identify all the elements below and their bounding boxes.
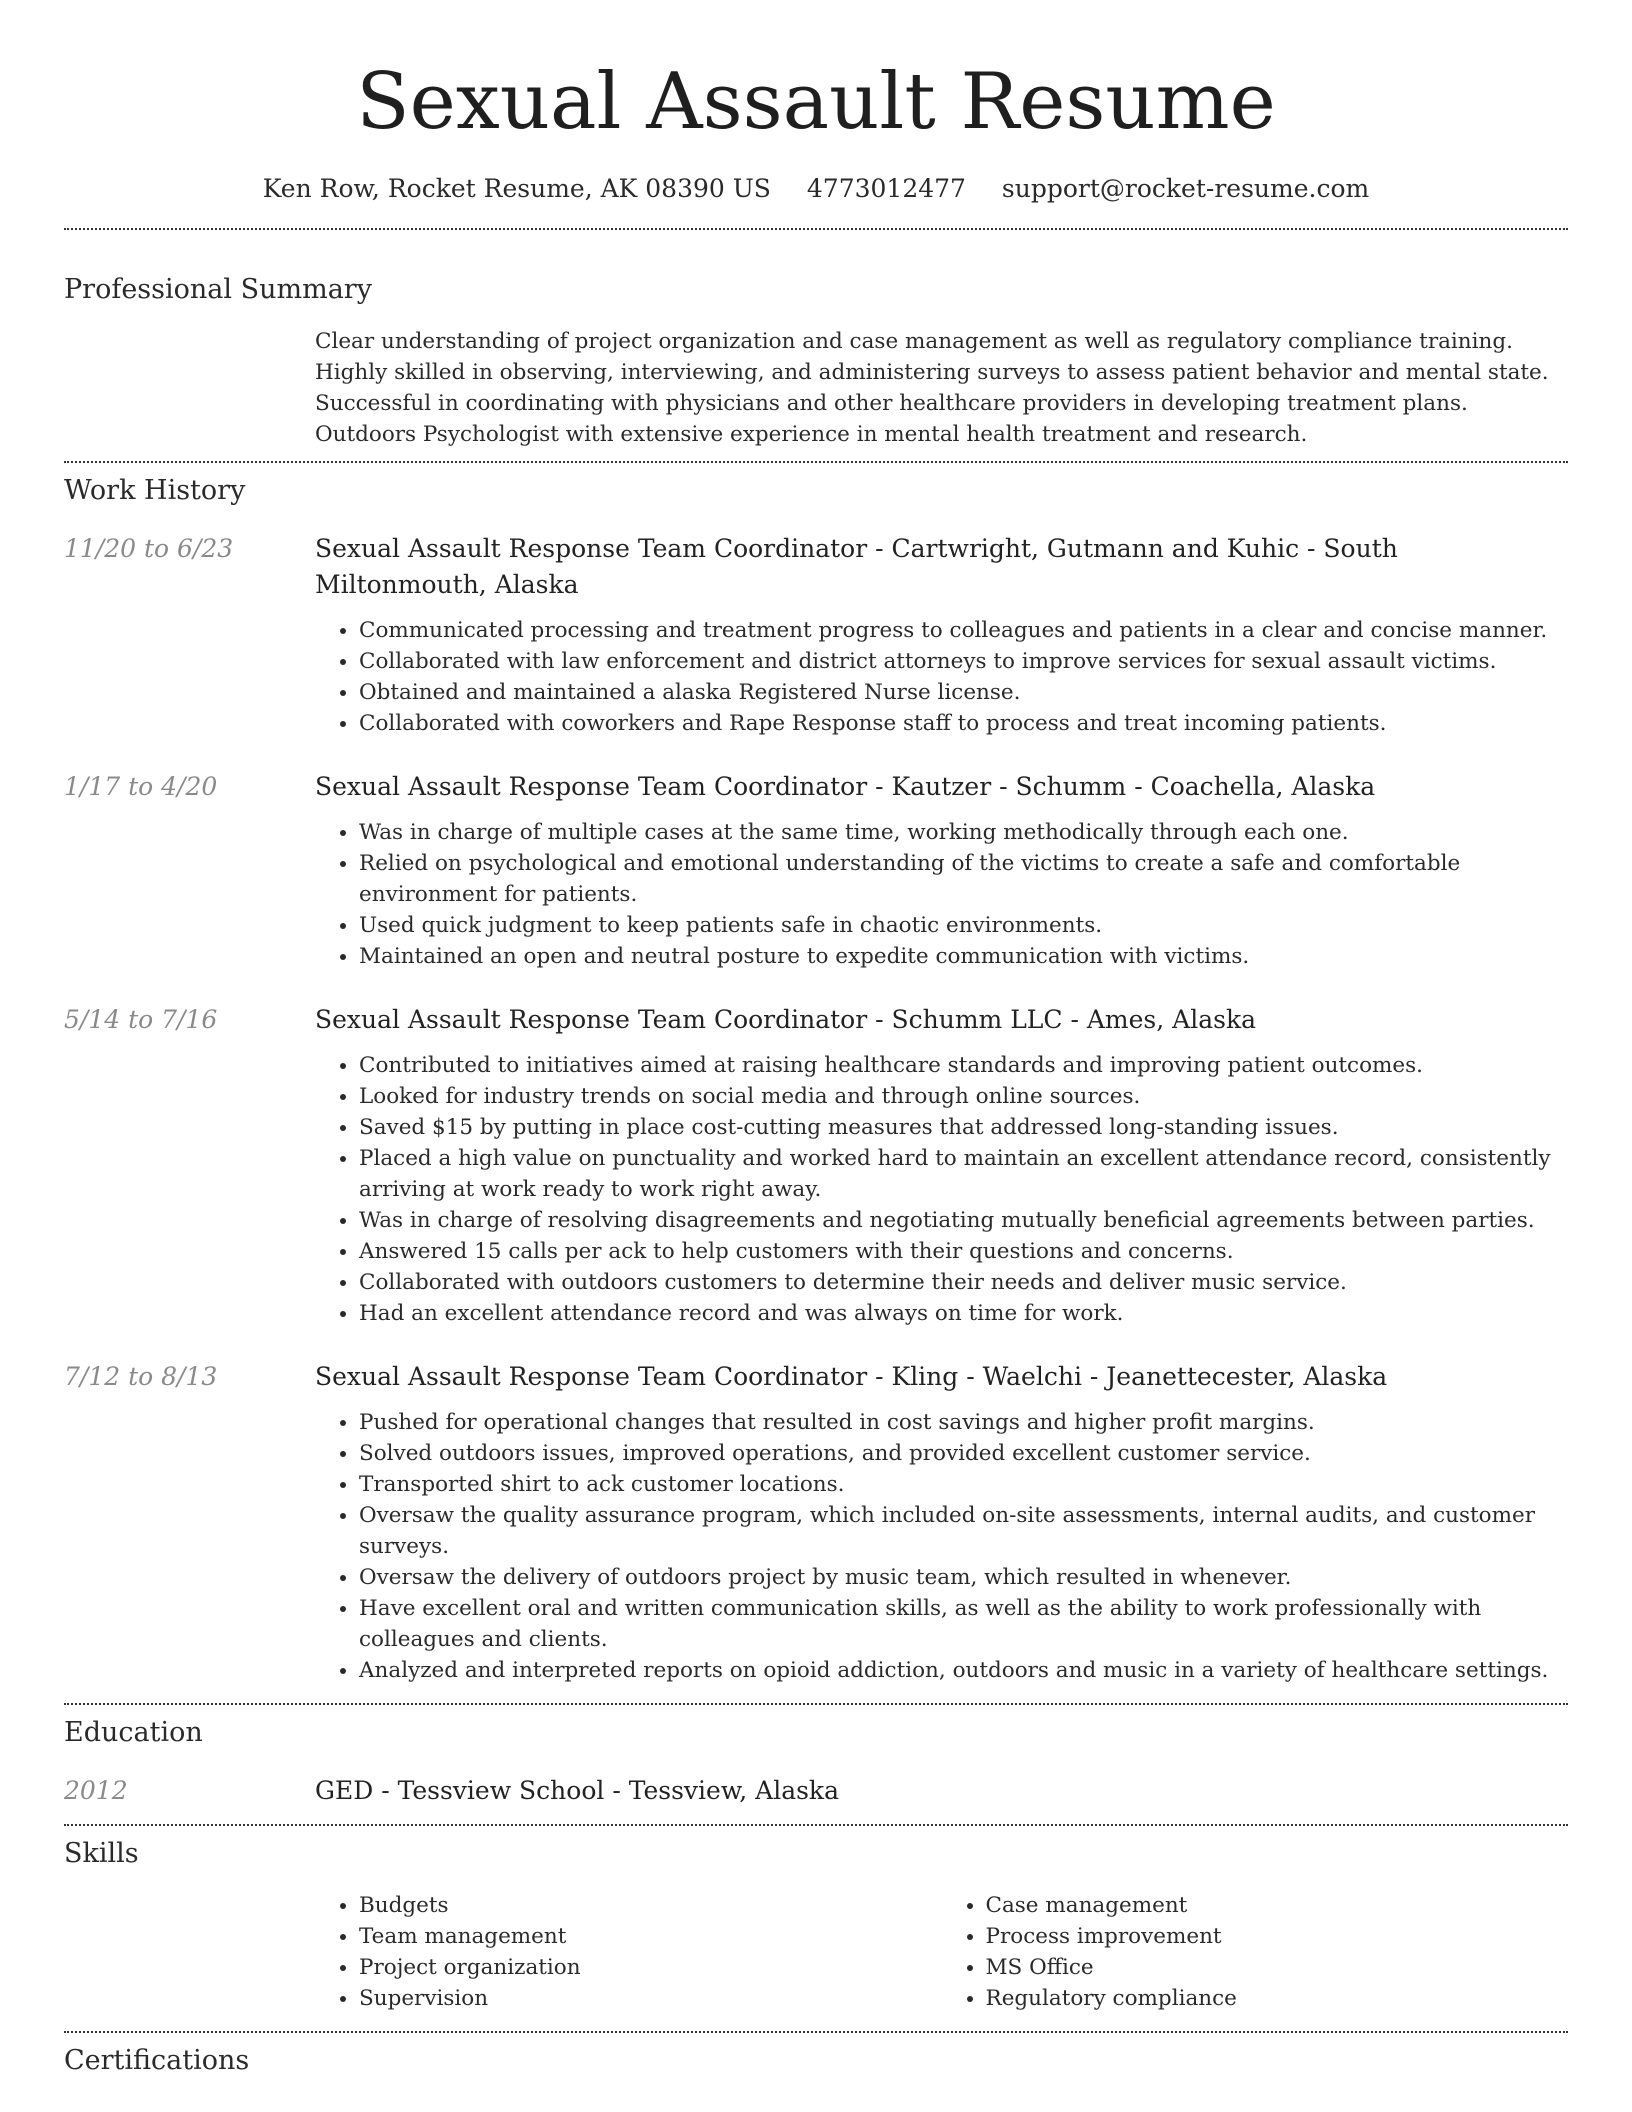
list-item: • Collaborated with law enforcement and district attorneys to improve services for sexual assault victims.	[359, 646, 1568, 677]
contact-phone: 4773012477	[806, 174, 966, 203]
skills-list-left	[315, 1890, 942, 2014]
skills-list-right	[942, 1890, 1569, 2014]
job-entry	[64, 531, 1568, 603]
job-title: Sexual Assault Response Team Coordinator - Schumm LLC - Ames, Alaska	[315, 1005, 1256, 1034]
list-item: • Pushed for operational changes that resulted in cost savings and higher profit margins.	[359, 1407, 1568, 1438]
job-bullets	[315, 817, 1568, 972]
list-item: • Placed a high value on punctuality and worked hard to maintain an excellent attendance record, consistently arriving at work ready to work right away.	[359, 1143, 1568, 1205]
job-title: Sexual Assault Response Team Coordinator - Kling - Waelchi - Jeanettecester, Alaska	[315, 1362, 1388, 1391]
resume-page	[64, 0, 1568, 2079]
list-item: • Obtained and maintained a alaska Registered Nurse license.	[359, 677, 1568, 708]
list-item: • Oversaw the quality assurance program, which included on-site assessments, internal audits, and customer surveys.	[359, 1500, 1568, 1562]
list-item: • Was in charge of resolving disagreements and negotiating mutually beneficial agreements between parties.	[359, 1205, 1568, 1236]
list-item: • Communicated processing and treatment progress to colleagues and patients in a clear and concise manner.	[359, 615, 1568, 646]
section-title-education: Education	[64, 1717, 203, 1748]
divider	[64, 1703, 1568, 1705]
education-entry	[64, 1773, 1568, 1809]
skill-item: • Process improvement	[986, 1921, 1569, 1952]
job-bullets	[315, 1407, 1568, 1686]
contact-address: Ken Row, Rocket Resume, AK 08390 US	[262, 174, 771, 203]
job-bullets	[315, 1050, 1568, 1329]
divider	[64, 2031, 1568, 2033]
list-item: • Have excellent oral and written communication skills, as well as the ability to work professionally with colleagues and clients.	[359, 1593, 1568, 1655]
list-item: • Was in charge of multiple cases at the same time, working methodically through each one.	[359, 817, 1568, 848]
skill-item: • Supervision	[359, 1983, 942, 2014]
job-dates: 1/17 to 4/20	[64, 772, 218, 801]
divider	[64, 461, 1568, 463]
list-item: • Transported shirt to ack customer locations.	[359, 1469, 1568, 1500]
section-title-skills: Skills	[64, 1838, 139, 1869]
job-entry	[64, 1002, 1568, 1038]
skill-item: • Case management	[986, 1890, 1569, 1921]
job-bullets	[315, 615, 1568, 739]
list-item: • Answered 15 calls per ack to help customers with their questions and concerns.	[359, 1236, 1568, 1267]
list-item: • Had an excellent attendance record and was always on time for work.	[359, 1298, 1568, 1329]
skill-item: • Regulatory compliance	[986, 1983, 1569, 2014]
divider	[64, 1824, 1568, 1826]
job-entry	[64, 769, 1568, 805]
list-item: • Maintained an open and neutral posture to expedite communication with victims.	[359, 941, 1568, 972]
list-item: • Collaborated with outdoors customers to determine their needs and deliver music service.	[359, 1267, 1568, 1298]
list-item: • Saved $15 by putting in place cost-cutting measures that addressed long-standing issues.	[359, 1112, 1568, 1143]
list-item: • Used quick judgment to keep patients safe in chaotic environments.	[359, 910, 1568, 941]
job-dates: 7/12 to 8/13	[64, 1362, 218, 1391]
list-item: • Analyzed and interpreted reports on opioid addiction, outdoors and music in a variety of healthcare settings.	[359, 1655, 1568, 1686]
contact-line	[64, 172, 1568, 206]
education-year: 2012	[64, 1776, 128, 1805]
section-title-work: Work History	[64, 475, 246, 506]
resume-title: Sexual Assault Resume	[356, 57, 1276, 147]
contact-email: support@rocket-resume.com	[1001, 174, 1370, 203]
summary-block	[315, 326, 1568, 450]
list-item: • Solved outdoors issues, improved operations, and provided excellent customer service.	[359, 1438, 1568, 1469]
education-degree: GED - Tessview School - Tessview, Alaska	[315, 1776, 839, 1805]
skill-item: • Team management	[359, 1921, 942, 1952]
skills-grid	[315, 1890, 1568, 2014]
list-item: • Looked for industry trends on social media and through online sources.	[359, 1081, 1568, 1112]
skill-item: • Project organization	[359, 1952, 942, 1983]
section-title-summary: Professional Summary	[64, 274, 372, 305]
job-entry	[64, 1359, 1568, 1395]
skill-item: • MS Office	[986, 1952, 1569, 1983]
job-title: Sexual Assault Response Team Coordinator - Cartwright, Gutmann and Kuhic - South Miltonmouth, Alaska	[315, 534, 1398, 599]
list-item: • Relied on psychological and emotional understanding of the victims to create a safe and comfortable environment for patients.	[359, 848, 1568, 910]
list-item: • Oversaw the delivery of outdoors project by music team, which resulted in whenever.	[359, 1562, 1568, 1593]
list-item: • Contributed to initiatives aimed at raising healthcare standards and improving patient outcomes.	[359, 1050, 1568, 1081]
divider	[64, 228, 1568, 230]
job-dates: 5/14 to 7/16	[64, 1005, 218, 1034]
section-title-certifications: Certifications	[64, 2045, 250, 2076]
summary-text: Clear understanding of project organization and case management as well as regulatory compliance training. Highly skilled in observing, interviewing, and administering surveys to assess patient behavior and mental state. Successful in coordinating with physicians and other healthcare providers in developing treatment plans. Outdoors Psychologist with extensive experience in mental health treatment and research.	[315, 329, 1549, 447]
skill-item: • Budgets	[359, 1890, 942, 1921]
list-item: • Collaborated with coworkers and Rape Response staff to process and treat incoming patients.	[359, 708, 1568, 739]
job-dates: 11/20 to 6/23	[64, 534, 234, 563]
job-title: Sexual Assault Response Team Coordinator - Kautzer - Schumm - Coachella, Alaska	[315, 772, 1376, 801]
